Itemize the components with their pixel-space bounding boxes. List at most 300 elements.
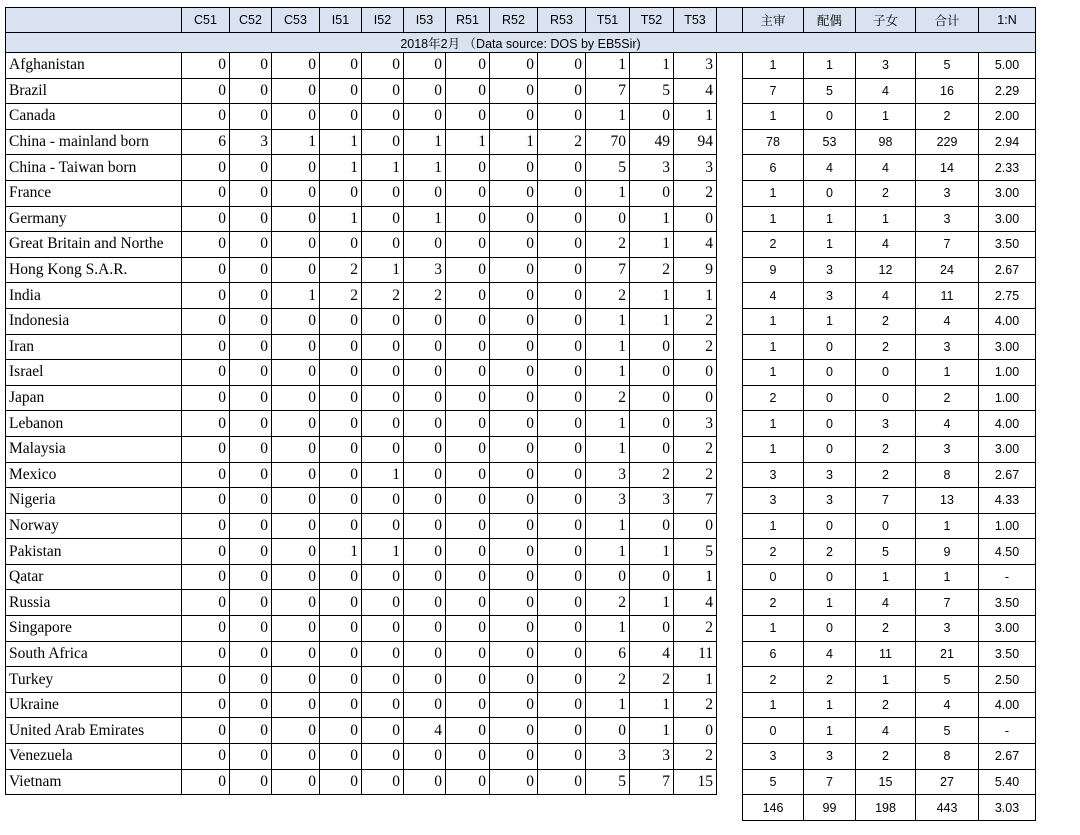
count-cell: 0: [404, 308, 446, 334]
summary-cell: 1: [743, 308, 804, 334]
count-cell: 0: [446, 667, 490, 693]
column-gap: [717, 744, 743, 770]
count-cell: 2: [586, 667, 630, 693]
count-cell: 0: [272, 232, 320, 258]
count-cell: 0: [362, 718, 404, 744]
count-cell: 0: [320, 769, 362, 795]
summary-column-header: 主审: [743, 8, 804, 33]
count-cell: 0: [446, 283, 490, 309]
count-cell: 0: [272, 308, 320, 334]
watermark: [470, 398, 474, 424]
table-row: [6, 539, 1036, 565]
country-name: China - mainland born: [6, 129, 182, 155]
count-cell: 7: [674, 488, 717, 514]
count-cell: 0: [182, 411, 230, 437]
table-row: [6, 206, 1036, 232]
count-cell: 0: [404, 616, 446, 642]
count-cell: 0: [490, 641, 538, 667]
count-cell: 2: [630, 462, 674, 488]
count-cell: 0: [630, 436, 674, 462]
count-cell: 0: [272, 769, 320, 795]
count-cell: 0: [272, 257, 320, 283]
count-cell: 0: [446, 78, 490, 104]
count-cell: 0: [272, 744, 320, 770]
count-cell: 0: [538, 283, 586, 309]
column-gap: [717, 513, 743, 539]
country-name: Norway: [6, 513, 182, 539]
count-cell: 0: [320, 616, 362, 642]
count-cell: 0: [362, 769, 404, 795]
summary-cell: 1: [916, 564, 979, 590]
count-cell: 0: [182, 206, 230, 232]
summary-cell: 7: [916, 590, 979, 616]
count-cell: 4: [674, 232, 717, 258]
country-name: France: [6, 180, 182, 206]
column-gap: [717, 436, 743, 462]
count-cell: 2: [586, 385, 630, 411]
visa-statistics-table: [5, 7, 1036, 821]
table-row: [6, 488, 1036, 514]
count-cell: 0: [320, 104, 362, 130]
count-cell: 1: [586, 411, 630, 437]
count-cell: 4: [674, 78, 717, 104]
summary-cell: 1: [804, 206, 856, 232]
header-row: [6, 8, 1036, 33]
count-cell: 0: [404, 411, 446, 437]
count-cell: 0: [538, 564, 586, 590]
summary-cell: 16: [916, 78, 979, 104]
summary-cell: 4: [804, 641, 856, 667]
column-gap: [717, 334, 743, 360]
count-cell: 1: [630, 53, 674, 79]
count-cell: 0: [404, 513, 446, 539]
table-row: [6, 513, 1036, 539]
empty-cell: [230, 795, 272, 821]
count-cell: 0: [446, 53, 490, 79]
count-cell: 0: [446, 257, 490, 283]
count-cell: 0: [538, 667, 586, 693]
count-cell: 3: [674, 411, 717, 437]
summary-cell: 3: [743, 488, 804, 514]
count-cell: 0: [230, 385, 272, 411]
count-cell: 0: [182, 513, 230, 539]
summary-cell: 4.00: [979, 692, 1036, 718]
count-cell: 0: [182, 718, 230, 744]
summary-cell: 2: [743, 539, 804, 565]
count-cell: 0: [272, 462, 320, 488]
count-cell: 7: [630, 769, 674, 795]
summary-cell: 5: [916, 53, 979, 79]
count-cell: 0: [230, 360, 272, 386]
summary-cell: -: [979, 564, 1036, 590]
count-cell: 0: [272, 180, 320, 206]
count-cell: 0: [320, 385, 362, 411]
summary-cell: 3.00: [979, 616, 1036, 642]
table-row: [6, 616, 1036, 642]
column-gap: [717, 385, 743, 411]
count-cell: 0: [362, 360, 404, 386]
summary-cell: 4: [856, 232, 916, 258]
country-name: Afghanistan: [6, 53, 182, 79]
summary-cell: 0: [804, 360, 856, 386]
count-cell: 2: [586, 590, 630, 616]
table-row: [6, 129, 1036, 155]
count-cell: 0: [362, 180, 404, 206]
column-gap: [717, 692, 743, 718]
count-cell: 0: [446, 308, 490, 334]
count-cell: 1: [630, 308, 674, 334]
column-gap: [717, 488, 743, 514]
country-name: Israel: [6, 360, 182, 386]
count-cell: 0: [320, 462, 362, 488]
count-cell: 2: [320, 257, 362, 283]
summary-cell: 11: [856, 641, 916, 667]
table-row: [6, 232, 1036, 258]
summary-cell: 2.50: [979, 667, 1036, 693]
count-cell: 0: [320, 53, 362, 79]
summary-cell: 3: [916, 616, 979, 642]
column-header: I52: [362, 8, 404, 33]
country-name: India: [6, 283, 182, 309]
count-cell: 0: [182, 308, 230, 334]
count-cell: 0: [362, 334, 404, 360]
count-cell: 0: [272, 513, 320, 539]
count-cell: 0: [630, 564, 674, 590]
summary-cell: 0: [804, 104, 856, 130]
count-cell: 0: [230, 488, 272, 514]
column-header: R51: [446, 8, 490, 33]
count-cell: 0: [490, 539, 538, 565]
table-row: [6, 180, 1036, 206]
summary-cell: 229: [916, 129, 979, 155]
count-cell: 2: [630, 257, 674, 283]
count-cell: 0: [362, 411, 404, 437]
count-cell: 0: [362, 488, 404, 514]
count-cell: 7: [586, 257, 630, 283]
count-cell: 0: [272, 667, 320, 693]
summary-cell: 3.50: [979, 641, 1036, 667]
count-cell: 0: [362, 590, 404, 616]
summary-cell: 3.00: [979, 334, 1036, 360]
count-cell: 0: [182, 257, 230, 283]
column-header: C53: [272, 8, 320, 33]
table-row: [6, 308, 1036, 334]
count-cell: 0: [490, 769, 538, 795]
table-row: [6, 718, 1036, 744]
summary-cell: 4.00: [979, 411, 1036, 437]
count-cell: 0: [490, 78, 538, 104]
count-cell: 1: [320, 206, 362, 232]
count-cell: 0: [182, 334, 230, 360]
summary-cell: 0: [856, 385, 916, 411]
count-cell: 0: [538, 590, 586, 616]
count-cell: 0: [182, 692, 230, 718]
summary-cell: 3: [804, 462, 856, 488]
count-cell: 1: [362, 155, 404, 181]
country-name: Vietnam: [6, 769, 182, 795]
summary-cell: 3: [743, 462, 804, 488]
count-cell: 5: [586, 155, 630, 181]
summary-cell: 3: [743, 744, 804, 770]
count-cell: 0: [404, 692, 446, 718]
count-cell: 0: [230, 462, 272, 488]
country-name: Russia: [6, 590, 182, 616]
country-name: Iran: [6, 334, 182, 360]
summary-cell: 5.00: [979, 53, 1036, 79]
count-cell: 0: [538, 744, 586, 770]
count-cell: 0: [182, 53, 230, 79]
summary-cell: 2: [856, 462, 916, 488]
summary-cell: 6: [743, 155, 804, 181]
table-row: [6, 385, 1036, 411]
count-cell: 0: [272, 692, 320, 718]
count-cell: 0: [490, 283, 538, 309]
summary-cell: 1: [804, 232, 856, 258]
count-cell: 0: [362, 129, 404, 155]
count-cell: 0: [630, 411, 674, 437]
column-gap: [717, 667, 743, 693]
column-gap: [717, 411, 743, 437]
table-row: [6, 667, 1036, 693]
count-cell: 0: [404, 180, 446, 206]
column-gap: [717, 641, 743, 667]
count-cell: 0: [182, 232, 230, 258]
summary-cell: 78: [743, 129, 804, 155]
summary-cell: 15: [856, 769, 916, 795]
count-cell: 1: [272, 283, 320, 309]
summary-cell: 53: [804, 129, 856, 155]
count-cell: 0: [538, 513, 586, 539]
count-cell: 0: [446, 104, 490, 130]
column-gap: [717, 539, 743, 565]
summary-cell: 3.00: [979, 180, 1036, 206]
count-cell: 0: [446, 360, 490, 386]
count-cell: 2: [320, 283, 362, 309]
count-cell: 0: [230, 513, 272, 539]
count-cell: 0: [446, 769, 490, 795]
count-cell: 1: [674, 667, 717, 693]
summary-column-header: 子女: [856, 8, 916, 33]
summary-cell: 0: [743, 718, 804, 744]
count-cell: 0: [230, 641, 272, 667]
summary-cell: 2.33: [979, 155, 1036, 181]
count-cell: 0: [182, 78, 230, 104]
count-cell: 0: [674, 513, 717, 539]
count-cell: 0: [538, 334, 586, 360]
count-cell: 0: [272, 641, 320, 667]
country-name: Germany: [6, 206, 182, 232]
summary-cell: 7: [916, 232, 979, 258]
count-cell: 0: [490, 667, 538, 693]
country-name: Mexico: [6, 462, 182, 488]
summary-cell: 3: [804, 283, 856, 309]
summary-cell: 3: [804, 744, 856, 770]
count-cell: 1: [586, 308, 630, 334]
count-cell: 0: [182, 462, 230, 488]
summary-cell: 2: [804, 667, 856, 693]
count-cell: 0: [272, 436, 320, 462]
count-cell: 3: [630, 155, 674, 181]
count-cell: 1: [586, 180, 630, 206]
empty-cell: [490, 795, 538, 821]
summary-cell: 7: [743, 78, 804, 104]
summary-cell: 2.94: [979, 129, 1036, 155]
summary-cell: 3: [916, 334, 979, 360]
summary-cell: 3: [856, 411, 916, 437]
count-cell: 0: [404, 539, 446, 565]
count-cell: 0: [362, 692, 404, 718]
count-cell: 1: [630, 283, 674, 309]
count-cell: 0: [230, 539, 272, 565]
column-gap: [717, 564, 743, 590]
count-cell: 0: [446, 590, 490, 616]
empty-cell: [586, 795, 630, 821]
count-cell: 0: [182, 180, 230, 206]
count-cell: 0: [404, 462, 446, 488]
count-cell: 0: [490, 206, 538, 232]
count-cell: 0: [320, 590, 362, 616]
total-cell: 443: [916, 795, 979, 821]
count-cell: 0: [230, 564, 272, 590]
summary-cell: 7: [804, 769, 856, 795]
count-cell: 2: [674, 692, 717, 718]
count-cell: 0: [362, 641, 404, 667]
summary-cell: 1: [743, 513, 804, 539]
summary-cell: 1.00: [979, 360, 1036, 386]
count-cell: 0: [362, 232, 404, 258]
summary-cell: 0: [856, 360, 916, 386]
column-gap: [717, 795, 743, 821]
column-header: I53: [404, 8, 446, 33]
table-row: [6, 641, 1036, 667]
count-cell: 1: [320, 539, 362, 565]
summary-cell: 2: [856, 180, 916, 206]
count-cell: 0: [362, 385, 404, 411]
count-cell: 0: [446, 436, 490, 462]
count-cell: 4: [404, 718, 446, 744]
count-cell: 1: [630, 590, 674, 616]
count-cell: 0: [490, 257, 538, 283]
count-cell: 2: [674, 744, 717, 770]
summary-cell: 5: [916, 718, 979, 744]
count-cell: 0: [272, 360, 320, 386]
count-cell: 0: [272, 539, 320, 565]
summary-cell: 1: [743, 206, 804, 232]
column-header: I51: [320, 8, 362, 33]
count-cell: 49: [630, 129, 674, 155]
summary-cell: 4.50: [979, 539, 1036, 565]
count-cell: 0: [272, 53, 320, 79]
summary-cell: 3: [804, 488, 856, 514]
count-cell: 3: [230, 129, 272, 155]
count-cell: 0: [272, 334, 320, 360]
table-subtitle: 2018年2月 （Data source: DOS by EB5Sir): [6, 33, 1036, 53]
summary-cell: 1: [743, 180, 804, 206]
count-cell: 0: [272, 718, 320, 744]
column-gap: [717, 360, 743, 386]
count-cell: 0: [182, 283, 230, 309]
count-cell: 0: [230, 53, 272, 79]
count-cell: 0: [674, 385, 717, 411]
count-cell: 0: [490, 718, 538, 744]
count-cell: 0: [446, 513, 490, 539]
count-cell: 0: [230, 78, 272, 104]
count-cell: 0: [538, 308, 586, 334]
column-gap: [717, 718, 743, 744]
count-cell: 0: [272, 78, 320, 104]
summary-cell: 0: [804, 436, 856, 462]
summary-cell: 1: [804, 692, 856, 718]
table-row: [6, 769, 1036, 795]
count-cell: 0: [538, 257, 586, 283]
count-cell: 0: [404, 232, 446, 258]
count-cell: 0: [490, 411, 538, 437]
summary-cell: 4: [856, 78, 916, 104]
count-cell: 2: [538, 129, 586, 155]
count-cell: 0: [446, 539, 490, 565]
count-cell: 0: [230, 180, 272, 206]
count-cell: 0: [182, 155, 230, 181]
count-cell: 0: [182, 616, 230, 642]
summary-cell: 2: [856, 744, 916, 770]
count-cell: 0: [404, 641, 446, 667]
count-cell: 0: [404, 53, 446, 79]
count-cell: 1: [586, 436, 630, 462]
count-cell: 0: [230, 411, 272, 437]
summary-cell: 0: [804, 334, 856, 360]
count-cell: 0: [362, 78, 404, 104]
summary-cell: 0: [804, 180, 856, 206]
count-cell: 1: [630, 692, 674, 718]
count-cell: 0: [446, 641, 490, 667]
count-cell: 0: [538, 155, 586, 181]
count-cell: 0: [538, 436, 586, 462]
summary-cell: 21: [916, 641, 979, 667]
count-cell: 0: [674, 718, 717, 744]
total-cell: 99: [804, 795, 856, 821]
count-cell: 0: [230, 692, 272, 718]
summary-cell: 3.00: [979, 206, 1036, 232]
count-cell: 0: [182, 385, 230, 411]
count-cell: 0: [320, 334, 362, 360]
count-cell: 1: [490, 129, 538, 155]
country-name: Indonesia: [6, 308, 182, 334]
count-cell: 2: [674, 180, 717, 206]
count-cell: 0: [538, 616, 586, 642]
country-name: United Arab Emirates: [6, 718, 182, 744]
summary-cell: 1: [804, 53, 856, 79]
count-cell: 1: [320, 129, 362, 155]
summary-cell: 2: [916, 104, 979, 130]
count-cell: 0: [230, 334, 272, 360]
empty-cell: [674, 795, 717, 821]
count-cell: 0: [446, 564, 490, 590]
summary-cell: 3: [804, 257, 856, 283]
table-row: [6, 360, 1036, 386]
table-row: [6, 257, 1036, 283]
count-cell: 0: [230, 436, 272, 462]
count-cell: 0: [272, 616, 320, 642]
summary-cell: 2.75: [979, 283, 1036, 309]
count-cell: 7: [586, 78, 630, 104]
count-cell: 0: [404, 744, 446, 770]
table-row: [6, 590, 1036, 616]
count-cell: 0: [404, 334, 446, 360]
table-row: [6, 104, 1036, 130]
count-cell: 0: [538, 104, 586, 130]
count-cell: 1: [674, 104, 717, 130]
column-gap: [717, 308, 743, 334]
